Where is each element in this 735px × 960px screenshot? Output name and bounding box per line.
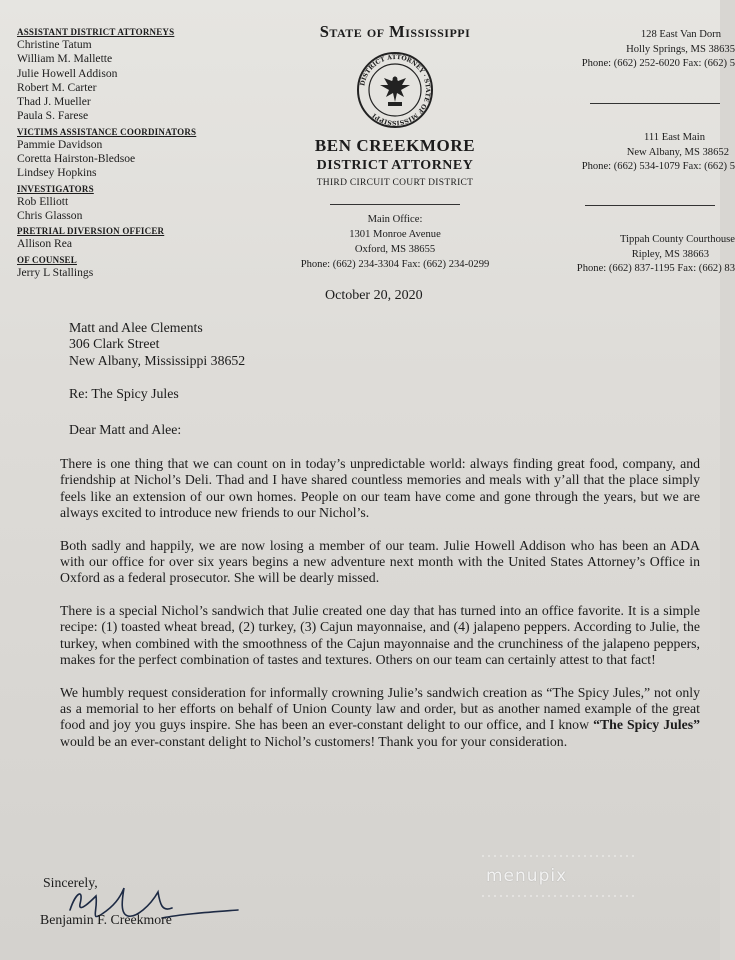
salutation: Dear Matt and Alee: (69, 421, 182, 437)
office-phone: Phone: (662) 252-6020 Fax: (662) 5 (581, 58, 735, 69)
office-ripley (545, 233, 735, 277)
office-street: Tippah County Courthouse (620, 234, 735, 245)
divider (585, 205, 715, 206)
staff-group (17, 26, 217, 124)
staff-group (17, 183, 217, 224)
subject-line: Re: The Spicy Jules (69, 386, 179, 402)
seal-text: DISTRICT ATTORNEY · STATE OF MISSISSIPPI (359, 53, 432, 127)
paragraph (60, 685, 700, 751)
staff-group (17, 225, 217, 251)
watermark-logo: menupix (486, 866, 568, 886)
paragraph-text: would be an ever-constant delight to Nichol’s customers! Thank you for your consideration. (60, 733, 568, 749)
staff-name: Allison Rea (17, 237, 73, 251)
office-street: 111 East Main (643, 132, 705, 143)
staff-name: Coretta Hairston-Bledsoe (17, 152, 136, 166)
staff-name: Chris Glasson (17, 208, 83, 222)
office-new-albany (545, 131, 735, 175)
state-title: State of Mississippi (319, 22, 471, 41)
seal-icon (355, 50, 435, 130)
main-office-street: 1301 Monroe Avenue (349, 229, 441, 240)
letter-body (60, 320, 700, 750)
staff-heading: VICTIMS ASSISTANCE COORDINATORS (17, 126, 197, 137)
recipient-address (60, 320, 700, 369)
paragraph-text: We humbly request consideration for informally crowning Julie’s sandwich creation as “The Spicy Jules,” not only as a memorial to her efforts on behalf of Union County law and order, but as another named example of the great food and joy you guys inspire. She has been an ever-constant delight to our office, and I know (60, 684, 700, 733)
staff-name: Christine Tatum (17, 38, 92, 51)
staff-heading: ASSISTANT DISTRICT ATTORNEYS (17, 27, 175, 37)
closing: Sincerely, (43, 875, 98, 890)
da-district: THIRD CIRCUIT COURT DISTRICT (316, 178, 474, 188)
office-holly-springs (545, 28, 735, 72)
staff-name: Thad J. Mueller (17, 95, 91, 109)
address-line: 306 Clark Street (69, 336, 160, 352)
staff-list (17, 24, 217, 280)
main-office-phone: Phone: (662) 234-3304 Fax: (662) 234-0299 (300, 259, 490, 270)
address-line: New Albany, Mississippi 38652 (69, 352, 246, 368)
staff-heading: INVESTIGATORS (17, 183, 94, 194)
staff-name: William M. Mallette (17, 52, 113, 66)
office-city: New Albany, MS 38652 (626, 146, 729, 158)
letter-date: October 20, 2020 (325, 288, 423, 303)
paragraph: Both sadly and happily, we are now losing a member of our team. Julie Howell Addison who has been an ADA with our office for over six years begins a new adventure next month with the United States Attorney’s Office in Oxford as a federal prosecutor. She will be dearly missed. (60, 537, 700, 586)
office-street: 128 East Van Dorn (640, 29, 721, 40)
emphasis-text: “The Spicy Jules” (593, 717, 700, 733)
staff-name: Julie Howell Addison (17, 66, 118, 80)
staff-name: Jerry L Stallings (17, 265, 94, 279)
staff-name: Pammie Davidson (17, 137, 103, 151)
main-office-city: Oxford, MS 38655 (354, 244, 436, 255)
address-line: Matt and Alee Clements (69, 320, 203, 335)
staff-group (17, 126, 217, 181)
paragraph: There is a special Nichol’s sandwich that Julie created one day that has turned into an office favorite. It is a simple recipe: (1) toasted wheat bread, (2) turkey, (3) Cajun mayonnaise, and (4) jalapeno peppers. According to Julie, the turkey, when combined with the smoothness of the Cajun mayonnaise and the crunchiness of the jalapeno peppers, makes for the perfect combination of tastes and textures. Others on our team can certainly attest to that fact! (60, 602, 700, 668)
staff-heading: OF COUNSEL (17, 254, 77, 265)
office-city: Holly Springs, MS 38635 (626, 43, 735, 55)
office-phone: Phone: (662) 837-1195 Fax: (662) 83 (576, 263, 735, 274)
staff-name: Rob Elliott (17, 194, 69, 208)
letterhead-center (270, 22, 520, 205)
office-phone: Phone: (662) 534-1079 Fax: (662) 5 (581, 161, 735, 172)
office-city: Ripley, MS 38663 (631, 248, 709, 260)
staff-group (17, 254, 217, 280)
paragraph: There is one thing that we can count on in today’s unpredictable world: always finding great food, company, and friendship at Nichol’s Deli. Thad and I have shared countless memories and meals with y’all that the place simply feels like an extension of our own homes. People on our team have come and gone through the years, but we are always excited to introduce new friends to our Nichol’s. (60, 456, 700, 521)
signer-name: Benjamin F. Creekmore (40, 912, 172, 927)
divider (330, 204, 460, 205)
main-office-label: Main Office: (367, 214, 423, 225)
divider (590, 103, 720, 104)
da-title: DISTRICT ATTORNEY (316, 158, 474, 173)
main-office (270, 212, 520, 272)
staff-name: Paula S. Farese (17, 109, 89, 123)
staff-name: Robert M. Carter (17, 80, 97, 94)
da-name: BEN CREEKMORE (314, 136, 476, 155)
staff-name: Lindsey Hopkins (17, 166, 97, 180)
staff-heading: PRETRIAL DIVERSION OFFICER (17, 226, 165, 237)
